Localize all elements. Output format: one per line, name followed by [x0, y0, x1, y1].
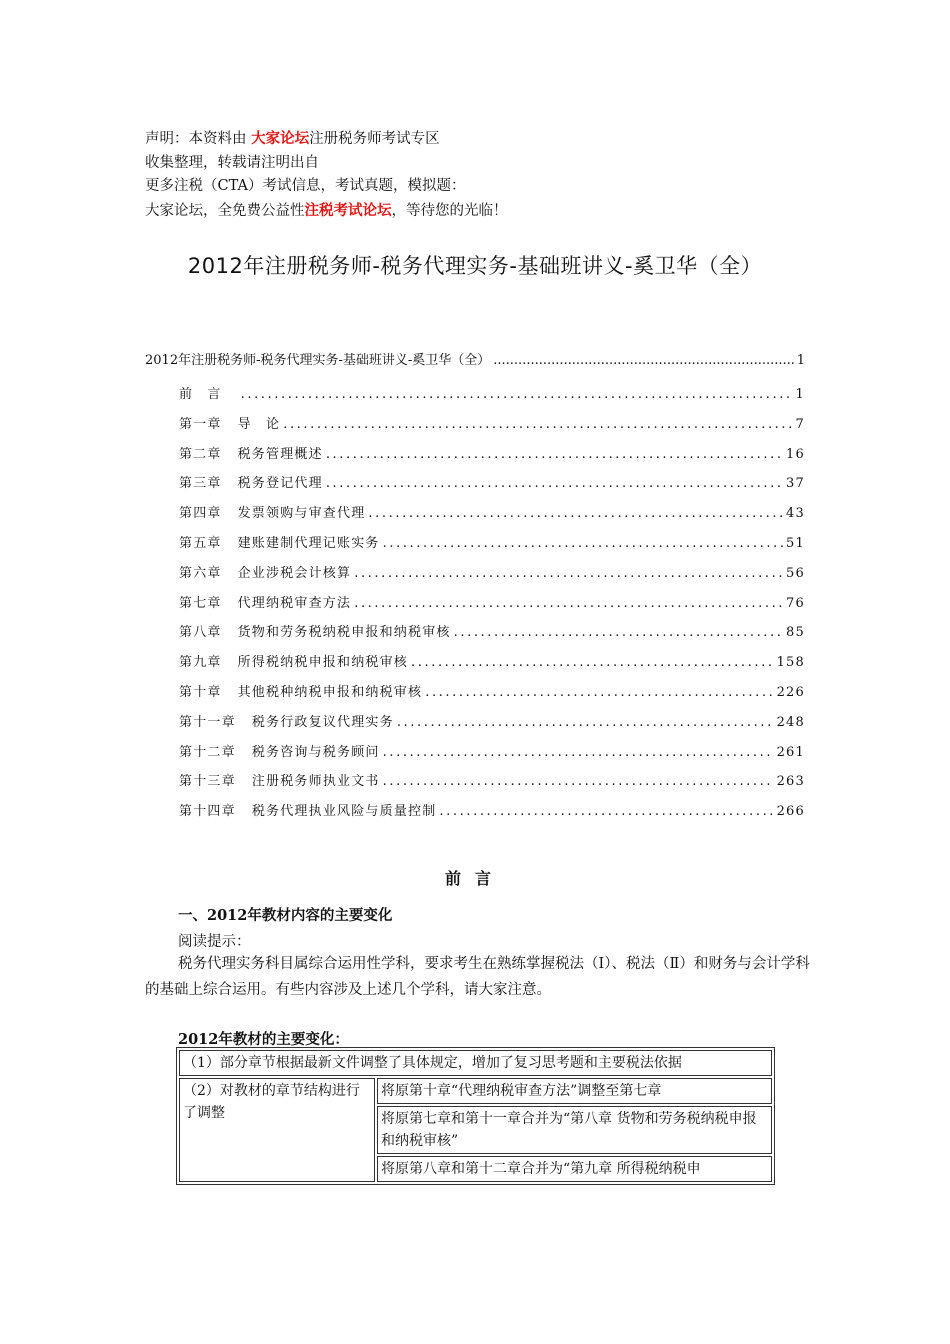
- toc-leader: [354, 566, 783, 581]
- section-1-heading: 一、2012年教材内容的主要变化: [178, 907, 393, 924]
- toc-entry-page: 1: [796, 353, 805, 368]
- toc-entry-page: 37: [786, 476, 805, 492]
- forum-brand-link[interactable]: 大家论坛: [251, 130, 310, 147]
- toc-entry-page: 261: [776, 744, 805, 760]
- toc-chapter-num: 第九章: [179, 655, 222, 671]
- toc-leader: [425, 685, 773, 700]
- notice-line-4: [145, 199, 508, 224]
- toc-chapter-title: 其他税种纳税申报和纳税审核: [237, 684, 423, 700]
- toc-entry[interactable]: [145, 592, 805, 622]
- toc-chapter-title: 注册税务师执业文书: [251, 774, 380, 790]
- toc-leader: [383, 745, 774, 760]
- table-cell: 将原第八章和第十二章合并为“第九章 所得税纳税申: [377, 1156, 772, 1182]
- toc-chapter-num: 第十章: [179, 684, 222, 700]
- toc-chapter-title: 所得税纳税申报和纳税审核: [237, 655, 409, 671]
- toc-leader: [283, 417, 792, 432]
- toc-entry[interactable]: [145, 532, 805, 562]
- notice-prefix: 声明：本资料由: [145, 131, 252, 147]
- table-cell: 将原第十章“代理纳税审查方法”调整至第七章: [377, 1078, 772, 1104]
- toc-chapter-title: 建账建制代理记账实务: [237, 535, 380, 551]
- toc-entry[interactable]: [145, 770, 805, 800]
- toc-entry[interactable]: [145, 711, 805, 741]
- toc-chapter-num: 第八章: [179, 625, 222, 641]
- toc-entry[interactable]: [145, 681, 805, 711]
- toc-chapter-title: 税务管理概述: [237, 446, 323, 462]
- toc-entry-page: 248: [776, 714, 805, 730]
- toc-entry[interactable]: [145, 621, 805, 651]
- toc-chapter-title: 税务咨询与税务顾问: [251, 744, 380, 760]
- toc-entry-page: 43: [786, 506, 805, 522]
- notice-line4-suffix: ，等待您的光临！: [391, 202, 508, 219]
- toc-entry-page: 56: [786, 565, 805, 581]
- toc-entry-title: 2012年注册税务师-税务代理实务-基础班讲义-奚卫华（全）: [145, 353, 491, 368]
- toc-chapter-title: 税务行政复议代理实务: [251, 714, 394, 730]
- toc-chapter-title: 税务代理执业风险与质量控制: [251, 804, 437, 820]
- toc-leader: [383, 536, 783, 551]
- toc-entry-page: 51: [786, 535, 805, 551]
- toc-chapter-title: 货物和劳务税纳税申报和纳税审核: [237, 625, 451, 641]
- toc-entry[interactable]: [145, 413, 805, 443]
- toc-entry-page: 266: [776, 804, 805, 820]
- table-row: [179, 1050, 772, 1076]
- toc-chapter-title: 代理纳税审查方法: [237, 595, 352, 611]
- toc-leader: [241, 387, 793, 402]
- toc-chapter-num: 第十一章: [179, 714, 236, 730]
- toc-entry-page: 16: [786, 446, 805, 462]
- toc-chapter-num: 第三章: [179, 476, 222, 492]
- toc-chapter-num: 第五章: [179, 535, 222, 551]
- toc-entry[interactable]: [145, 800, 805, 830]
- toc-leader: [397, 715, 774, 730]
- changes-table: [176, 1047, 775, 1185]
- toc-entry[interactable]: [145, 651, 805, 681]
- toc-chapter-num: 第七章: [179, 595, 222, 611]
- toc-chapter-title: 税务登记代理: [237, 476, 323, 492]
- toc-leader: [454, 625, 783, 640]
- toc-entry[interactable]: [145, 383, 805, 413]
- table-cell: 将原第七章和第十一章合并为“第八章 货物和劳务税纳税申报和纳税审核”: [377, 1106, 772, 1154]
- toc-chapter-num: 前 言: [179, 387, 222, 402]
- notice-block: [145, 127, 508, 223]
- notice-line4-prefix: 大家论坛，全免费公益性: [145, 202, 305, 219]
- table-of-contents: [145, 349, 805, 830]
- toc-leader: [326, 476, 783, 491]
- toc-entry-page: 85: [786, 625, 805, 641]
- toc-chapter-num: 第十三章: [179, 774, 236, 790]
- toc-entry[interactable]: [145, 502, 805, 532]
- notice-line-3: 更多注税（CTA）考试信息，考试真题，模拟题：: [145, 178, 466, 194]
- toc-entry-page: 7: [795, 416, 805, 432]
- notice-line-2: 收集整理，转载请注明出自: [145, 154, 319, 171]
- toc-entry-page: 226: [776, 684, 805, 700]
- toc-chapter-num: 第六章: [179, 565, 222, 581]
- toc-entry-page: 263: [776, 774, 805, 790]
- preface-heading: 前言: [444, 869, 505, 888]
- toc-chapter-num: 第十二章: [179, 744, 236, 760]
- toc-chapter-num: 第一章: [179, 416, 222, 432]
- toc-entry-page: 76: [786, 595, 805, 611]
- notice-suffix: 注册税务师考试专区: [309, 131, 440, 147]
- toc-leader: [411, 655, 774, 670]
- toc-leader: [493, 353, 793, 368]
- toc-chapter-num: 第十四章: [179, 804, 236, 820]
- toc-entry-top[interactable]: [145, 349, 805, 383]
- toc-entry[interactable]: [145, 472, 805, 502]
- toc-entry[interactable]: [145, 443, 805, 473]
- toc-chapter-title: 导 论: [237, 416, 281, 432]
- table-row: [179, 1078, 772, 1104]
- toc-entry-page: 1: [795, 387, 805, 402]
- table-cell: （1）部分章节根据最新文件调整了具体规定，增加了复习思考题和主要税法依据: [179, 1050, 772, 1076]
- preface-paragraph: 税务代理实务科目属综合运用性学科，要求考生在熟练掌握税法（Ⅰ）、税法（Ⅱ）和财务与会计学科的基础上综合运用。有些内容涉及上述几个学科，请大家注意。: [145, 956, 810, 998]
- toc-chapter-num: 第四章: [179, 506, 222, 522]
- table-cell: （2）对教材的章节结构进行了调整: [179, 1078, 375, 1182]
- forum-exam-link[interactable]: 注税考试论坛: [304, 201, 392, 219]
- toc-leader: [383, 774, 774, 789]
- toc-entry[interactable]: [145, 741, 805, 771]
- toc-entry[interactable]: [145, 562, 805, 592]
- toc-chapter-title: 企业涉税会计核算: [237, 565, 352, 581]
- toc-leader: [439, 804, 773, 819]
- document-title: 2012年注册税务师-税务代理实务-基础班讲义-奚卫华（全）: [187, 254, 763, 278]
- toc-entry-page: 158: [776, 655, 805, 671]
- table-title: 2012年教材的主要变化：: [178, 1031, 349, 1048]
- toc-chapter-title: 发票领购与审查代理: [237, 506, 366, 522]
- reading-tip: 阅读提示：: [178, 934, 251, 950]
- toc-leader: [368, 506, 783, 521]
- notice-line-1: [145, 127, 508, 152]
- toc-leader: [354, 596, 783, 611]
- toc-leader: [326, 447, 783, 462]
- toc-chapter-num: 第二章: [179, 446, 222, 462]
